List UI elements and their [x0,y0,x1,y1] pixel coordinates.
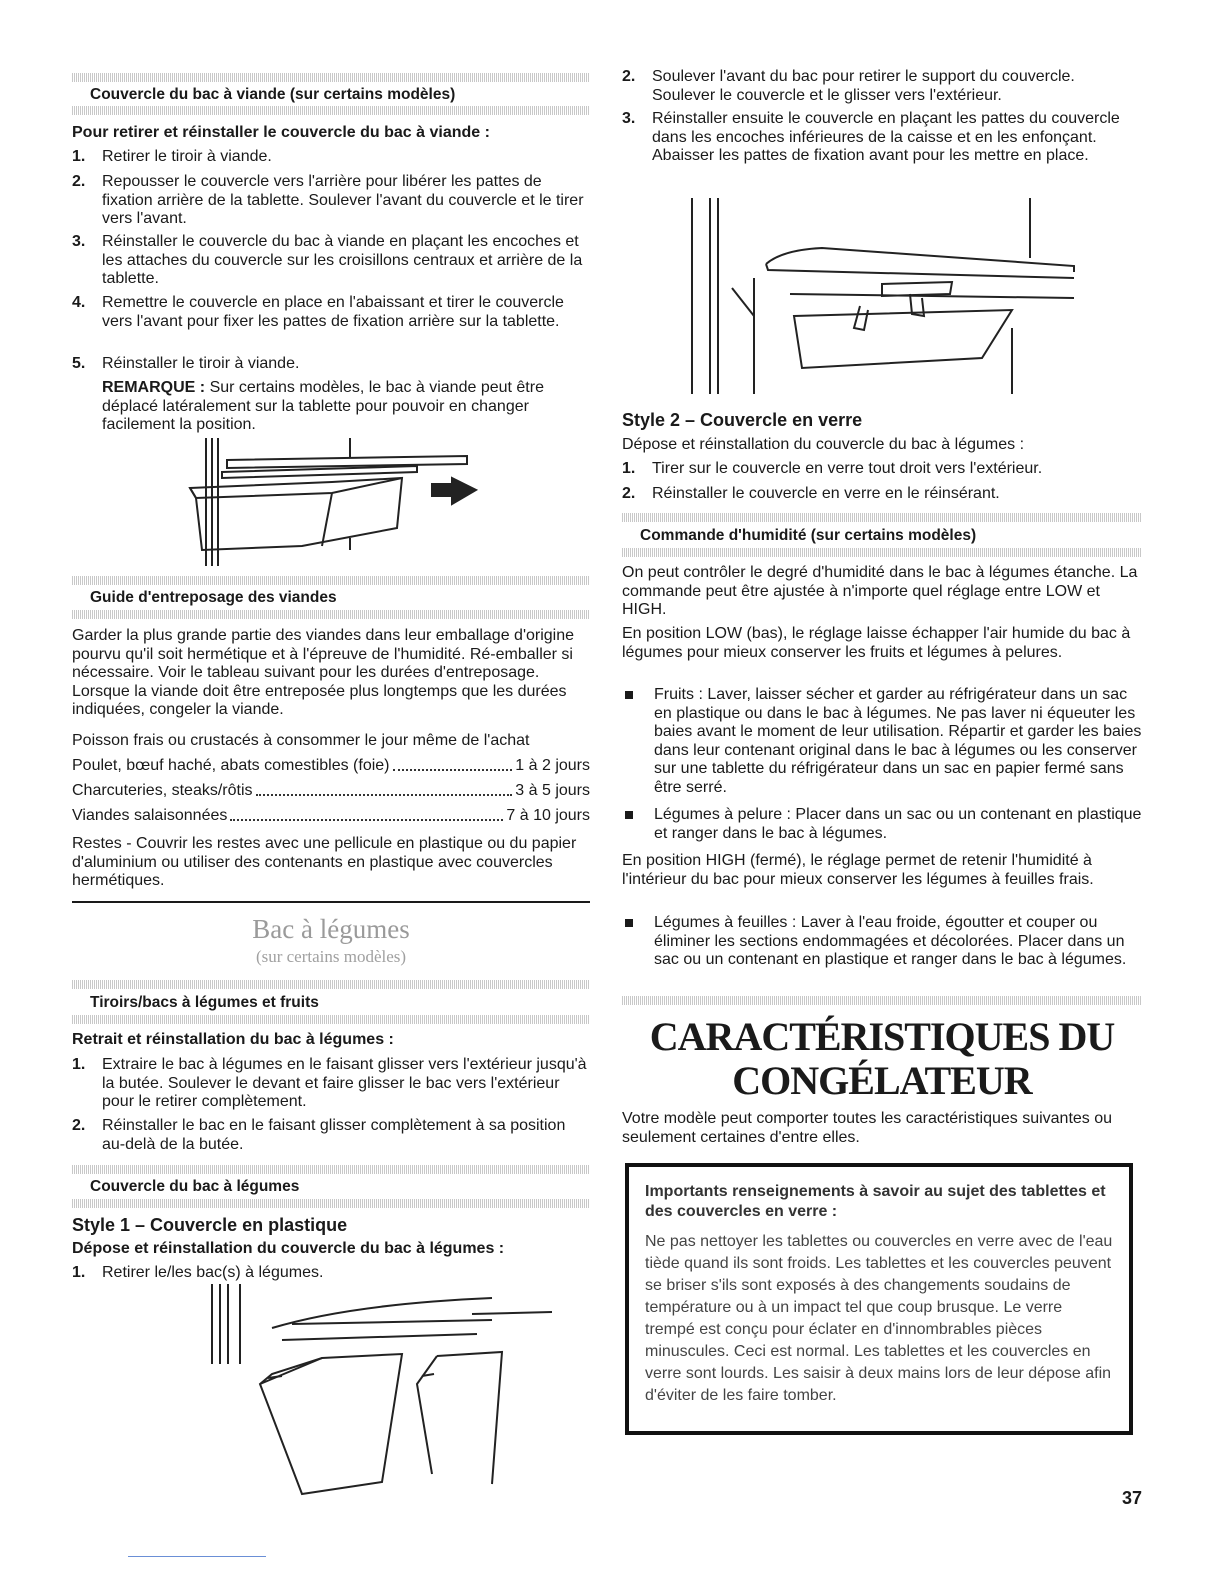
table-row: Viandes salaisonnées 7 à 10 jours [72,807,590,824]
page-number: 37 [1121,1488,1142,1508]
warning-text: Ne pas nettoyer les tablettes ou couvercles en verre avec de l'eau tiède quand ils sont froids. Les tablettes et les couvercles peuvent se briser s'ils sont exposés à des changements soudains de température ou à un impact tel que coup brusque. Le verre trempé est conçu pour éclater en d'innombrables pièces minuscules. Ceci est normal. Les tablettes et les couvercles en verre sont lourds. Les saisir à deux mains lors de leur dépose afin d'éviter de les faire tomber. [645,1233,1113,1404]
leftovers-note: Restes - Couvrir les restes avec une pellicule en plastique ou du papier d'aluminium ou utiliser des contenants en plastique avec couvercles hermétiques. [72,835,577,889]
crisper-section-title: Bac à légumes [252,914,410,944]
section-divider [72,1015,590,1024]
freezer-intro: Votre modèle peut comporter toutes les caractéristiques suivantes ou seulement certaines d'entre elles. [622,1110,1113,1146]
list-item: Légumes à feuilles : Laver à l'eau froide, égoutter et couper ou éliminer les sections endommagées et décolorées. Placer dans un sac ou un contenant en plastique et ranger dans le bac à légumes. [622,914,1142,970]
humidity-p2: En position LOW (bas), le réglage laisse échapper l'air humide du bac à légumes pour mieux conserver les fruits et légumes à pelures. [622,625,1131,661]
section-divider [72,576,590,585]
list-item: 2. Réinstaller le couvercle en verre en le réinsérant. [622,485,1000,502]
list-item: 1. Retirer le tiroir à viande. [72,148,272,165]
section-divider [622,513,1142,522]
remark-note: REMARQUE : Sur certains modèles, le bac à viande peut être déplacé latéralement sur la tablette pour pouvoir en changer facilement la position. [102,379,544,433]
style1-subheading: Dépose et réinstallation du couvercle du bac à légumes : [72,1240,505,1257]
list-item: 2. Soulever l'avant du bac pour retirer le support du couvercle. Soulever le couvercle et le glisser vers l'extérieur. [622,68,1075,104]
list-item: 1. Retirer le/les bac(s) à légumes. [72,1264,324,1281]
section-rule [72,901,590,903]
glass-warning-box [625,1163,1133,1435]
humidity-p1: On peut contrôler le degré d'humidité dans le bac à légumes étanche. La commande peut être ajustée à n'importe quel réglage entre LOW et HIGH. [622,564,1138,618]
humidity-header: Commande d'humidité (sur certains modèles) [640,527,977,544]
section-divider [72,106,590,115]
list-item: 2. Réinstaller le bac en le faisant glisser complètement à sa position au-delà de la butée. [72,1117,566,1153]
crisper-section-subtitle: (sur certains modèles) [255,947,407,966]
section-divider [72,73,590,82]
section-divider [622,996,1142,1005]
section-divider [72,1199,590,1208]
list-item: 1. Extraire le bac à légumes en le faisant glisser vers l'extérieur jusqu'à la butée. Soulever le devant et faire glisser le bac vers l'extérieur pour le retirer complètement. [72,1056,587,1110]
list-item: 5. Réinstaller le tiroir à viande. [72,355,300,372]
meat-drawer-illustration [182,438,482,566]
section-divider [622,548,1142,557]
style2-title: Style 2 – Couvercle en verre [622,410,863,430]
list-item: Légumes à pelure : Placer dans un sac ou un contenant en plastique et ranger dans le bac à légumes. [622,806,1142,843]
list-item: 3. Réinstaller le couvercle du bac à viande en plaçant les encoches et les attaches du couvercle sur les croisillons centraux et arrière de la tablette. [72,233,583,287]
footer-rule [128,1556,266,1557]
meat-pan-cover-header: Couvercle du bac à viande (sur certains modèles) [90,86,456,103]
list-item: Fruits : Laver, laisser sécher et garder au réfrigérateur dans un sac en plastique ou dans le bac à légumes. Ne pas laver ni équeuter les baies avant le moment de leur utilisation. Répartir et garder les baies dans leur contenant original dans le bac à légumes ou les conserver sur une tablette du réfrigérateur dans un sac en papier fermé sans être serré. [622,686,1142,797]
list-item: 4. Remettre le couvercle en place en l'abaissant et tirer le couvercle vers l'avant pour fixer les pattes de fixation arrière sur la tablette. [72,294,564,330]
crisper-cover-header: Couvercle du bac à légumes [90,1178,300,1195]
style1-title: Style 1 – Couvercle en plastique [72,1215,348,1235]
style2-intro: Dépose et réinstallation du couvercle du bac à légumes : [622,436,1025,453]
warning-heading: Importants renseignements à savoir au sujet des tablettes et des couvercles en verre : [645,1183,1106,1220]
crisper-drawers-illustration [172,1284,592,1508]
crisper-cover-illustration [682,198,1112,398]
drawers-subheading: Retrait et réinstallation du bac à légumes : [72,1031,394,1048]
fish-line: Poisson frais ou crustacés à consommer le jour même de l'achat [72,732,530,749]
meat-pan-subheading: Pour retirer et réinstaller le couvercle du bac à viande : [72,124,490,141]
humidity-p3: En position HIGH (fermé), le réglage permet de retenir l'humidité à l'intérieur du bac pour mieux conserver les légumes à feuilles frais. [622,852,1094,888]
meat-guide-header: Guide d'entreposage des viandes [90,589,337,606]
section-divider [72,610,590,619]
section-divider [72,1165,590,1174]
drawers-header: Tiroirs/bacs à légumes et fruits [90,994,319,1011]
list-item: 1. Tirer sur le couvercle en verre tout droit vers l'extérieur. [622,460,1043,477]
table-row: Charcuteries, steaks/rôtis 3 à 5 jours [72,782,590,799]
list-item: 2. Repousser le couvercle vers l'arrière pour libérer les pattes de fixation arrière de la tablette. Soulever l'avant du couvercle et le tirer vers l'avant. [72,173,584,227]
list-item: 3. Réinstaller ensuite le couvercle en plaçant les pattes du couvercle dans les encoches inférieures de la caisse et en les enfonçant. Abaisser les pattes de fixation avant pour les mettre en place. [622,110,1120,164]
section-divider [72,980,590,989]
freezer-title: CARACTÉRISTIQUES DU CONGÉLATEUR [649,1014,1115,1103]
meat-guide-intro: Garder la plus grande partie des viandes dans leur emballage d'origine pourvu qu'il soit hermétique et à l'épreuve de l'humidité. Ré-emballer si nécessaire. Voir le tableau suivant pour les durées d'entreposage. Lorsque la viande doit être entreposée plus longtemps que les durées indiquées, congeler la viande. [72,627,575,718]
table-row: Poulet, bœuf haché, abats comestibles (foie) 1 à 2 jours [72,757,590,774]
